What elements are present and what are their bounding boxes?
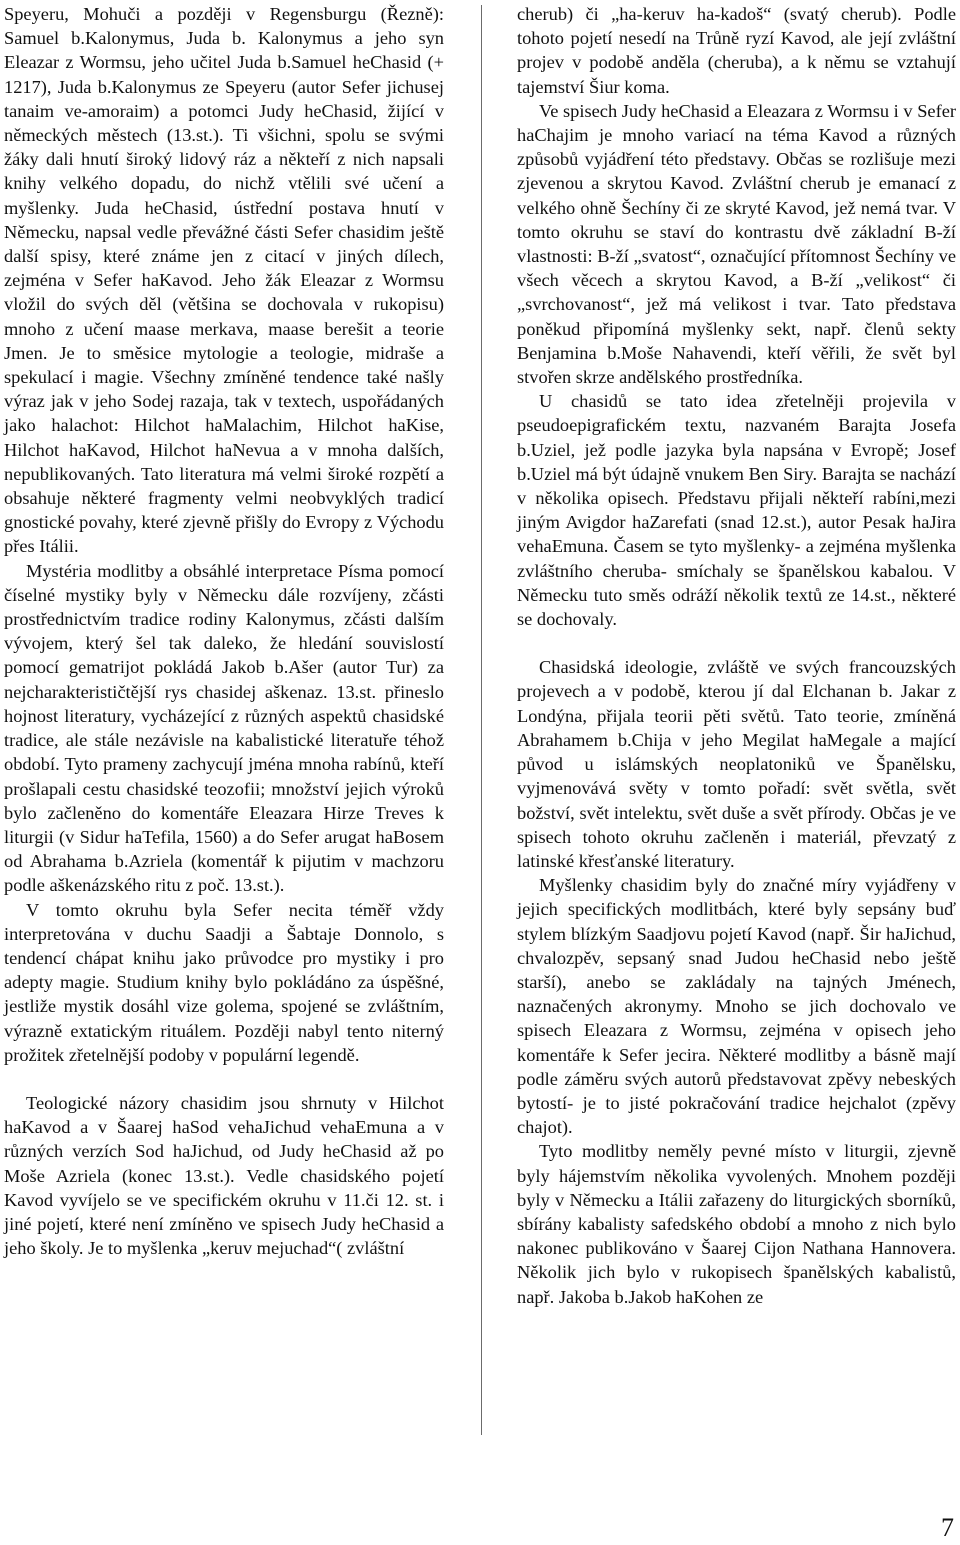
paragraph: Mystéria modlitby a obsáhlé interpretace Písma pomocí číselné mystiky byly v Německu dále rozvíjeny, zčásti prostřednictvím tradice rodiny Kalonymus, zčásti dalším vývojem, který šel tak daleko, že hledání souvislostí pomocí gematrijot pokládá Jakob b.Ašer (autor Tur) za nejcharakterističtější rys chasidej aškenaz. 13.st. přineslo hojnost literatury, vycházející z různých aspektů chasidské tradice, ale stále nezávisle na kabalistické literatuře téhož období. Tyto prameny zachycují jména mnoha rabínů, kteří prošlapali cestu chasidské teozofii; množství jejich výroků bylo začleněno do komentáře Eleazara Hirze Treves k liturgii (v Sidur haTefila, 1560) a do Sefer arugat haBosem od Abrahama b.Azriela (komentář k pijutim v machzoru podle aškenázského ritu z poč. 13.st.). (4, 560, 444, 896)
page-number: 7 (941, 1513, 954, 1542)
paragraph: Teologické názory chasidim jsou shrnuty v Hilchot haKavod a v Šaarej haSod vehaJichud vehaEmuna a v různých verzích Sod haJichud, od Judy heChasid až po Moše Azriela (konec 13.st.). Vedle chasidského pojetí Kavod vyvíjelo se ve specifickém okruhu v 11.či 12. st. i jiné pojetí, které není zmíněno ve spisech Judy heChasid a jeho školy. Je to myšlenka „keruv mejuchad“( zvláštní (4, 1092, 444, 1259)
column-divider (481, 5, 482, 1435)
paragraph: Speyeru, Mohuči a později v Regensburgu (Řezně): Samuel b.Kalonymus, Juda b. Kalonymus a jeho syn Eleazar z Wormsu, jeho učitel Juda b.Samuel heChasid (+ 1217), Juda b.Kalonymus ze Speyeru (autor Sefer jichusej tanaim ve-amoraim) a potomci Judy heChasid, žijící v německých městech (13.st.). Ti všichni, spolu se svými žáky dali hnutí široký lidový ráz a někteří z nich napsali knihy velkého dopadu, do nichž vtělili své učení a myšlenky. Juda heChasid, ústřední postava hnutí v Německu, napsal vedle převážné části Sefer chasidim ještě další spisy, které známe jen z citací v jiných dílech, zejména v Sefer haKavod. Jeho žák Eleazar z Wormsu vložil do svých děl (většina se dochovala v rukopisu) mnoho z učení maase merkava, maase berešit a teorie Jmen. Je to směsice mytologie a teologie, midraše a spekulací i magie. Všechny zmíněné tendence také našly výraz jak v jeho Sodej razaja, tak v textech, uspořádaných jako halachot: Hilchot haMalachim, Hilchot haKise, Hilchot haKavod, Hilchot haNevua a v mnoha dalších, nepublikovaných. Tato literatura má velmi široké rozpětí a obsahuje některé fragmenty velmi neobvyklých tradicí gnostické povahy, které zjevně přišly do Evropy z Východu přes Itálii. (4, 4, 444, 557)
paragraph: V tomto okruhu byla Sefer necita téměř vždy interpretována v duchu Saadji a Šabtaje Donnolo, s tendencí chápat knihu jako průvodce pro mystiky i pro adepty magie. Studium knihy bylo pokládáno za úspěšné, jestliže mystik dosáhl vize golema, spojené se zvláštním, výrazně extatickým rituálem. Později nabyl tento niterný prožitek zřetelnější podoby v populární legendě. (4, 899, 444, 1065)
paragraph: cherub) či „ha-keruv ha-kadoš“ (svatý cherub). Podle tohoto pojetí nesedí na Trůně ryzí Kavod, ale její zvláštní projev v podobě anděla (cheruba), a k němu se vztahují tajemství Šiur koma. (517, 4, 956, 97)
right-text-column (517, 2, 956, 1309)
paragraph: Ve spisech Judy heChasid a Eleazara z Wormsu i v Sefer haChajim je mnoho variací na téma Kavod a různých způsobů vyjádření této představy. Občas se rozlišuje mezi zjevenou a skrytou Kavod. Zvláštní cherub je emanací z velkého ohně Šechíny či ze skryté Kavod, jež nemá tvar. V tomto okruhu se staví do kontrastu dvě základní B-ží vlastnosti: B-ží „svatost“, označující přítomnost Šechíny ve všech věcech a skrytou Kavod, a B-ží „velikost“ či „svrchovanost“, jež má velikost i tvar. Tato představa poněkud připomíná myšlenky sekt, např. členů sekty Benjamina b.Moše Nahavendi, kteří věřili, že svět byl stvořen skrze andělského prostředníka. (517, 100, 956, 388)
paragraph: Myšlenky chasidim byly do značné míry vyjádřeny v jejich specifických modlitbách, které byly sepsány buď stylem blízkým Saadjovu pojetí Kavod (např. Šir haJichud, chvalozpěv, sepsaný snad Judou heChasid nebo ještě starší), anebo se zakládaly na tajných Jménech, naznačených akronymy. Mnoho se jich dochovalo ve spisech Eleazara z Wormsu, zejména v opisech jeho komentáře k Sefer jecira. Některé modlitby a básně mají podle záměru svých autorů představovat zpěvy nebeských bytostí- je to jisté pokračování tradice hejchalot (zpěvy chajot). (517, 875, 956, 1138)
paragraph: Tyto modlitby neměly pevné místo v liturgii, zjevně byly hájemstvím několika vyvolených. Mnohem později byly v Německu a Itálii zařazeny do liturgických sborníků, sbírány kabalisty safedského období a mnoho z nich bylo nakonec publikováno v Šaarej Cijon Nathana Hannovera. Několik jich bylo v rukopisech španělských kabalistů, např. Jakoba b.Jakob haKohen ze (517, 1141, 956, 1307)
paragraph: Chasidská ideologie, zvláště ve svých francouzských projevech a v podobě, kterou jí dal Elchanan b. Jakar z Londýna, přijala teorii pěti světů. Tato teorie, zmíněná Abrahamem b.Chija v jeho Megilat haMegale a mající původ u islámských neoplatoniků ve Španělsku, vyjmenovává světy v tomto pořadí: svět světla, svět božství, svět intelektu, svět duše a svět přírody. Občas je ve spisech tohoto okruhu začleněn i materiál, převzatý z latinské křesťanské literatury. (517, 657, 956, 871)
left-text-column (4, 2, 444, 1260)
paragraph: U chasidů se tato idea zřetelněji projevila v pseudoepigrafickém textu, nazvaném Barajta Josefa b.Uziel, jež podle jazyka byla napsána v Evropě; Josef b.Uziel má být údajně vnukem Ben Siry. Barajta se nachází v několika opisech. Představu přijali někteří rabíni,mezi jiným Avigdor haZarefati (snad 12.st.), autor Pesak haJira vehaEmuna. Časem se tyto myšlenky- a zejména myšlenka zvláštního cheruba- smíchaly se španělskou kabalou. V Německu tuto směs odráží několik textů ze 14.st., některé se dochovaly. (517, 391, 956, 630)
